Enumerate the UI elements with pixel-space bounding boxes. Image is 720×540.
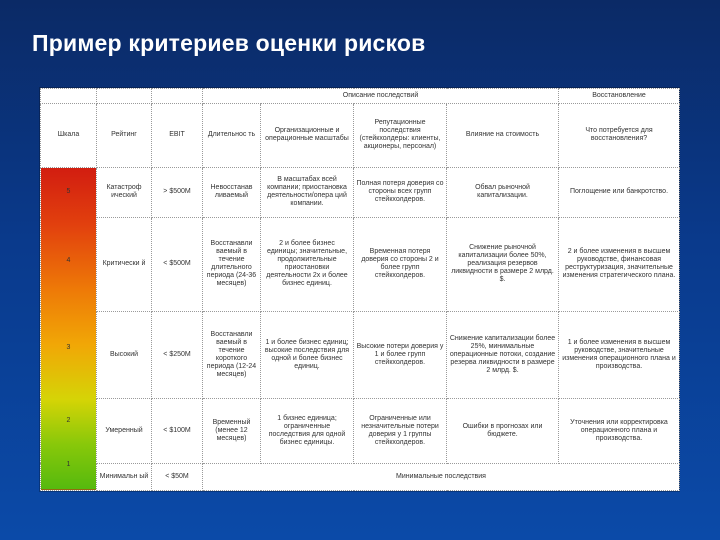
reputation-cell: Временная потеря доверия со стороны 2 и более групп стейкхолдеров. bbox=[354, 217, 447, 311]
empty-header-cell bbox=[152, 89, 203, 104]
header-organizational: Организационные и операционные масштабы bbox=[261, 103, 354, 167]
risk-criteria-table-panel bbox=[40, 88, 679, 491]
header-recovery-need: Что потребуется для восстановления? bbox=[559, 103, 680, 167]
rating-cell: Катастроф ический bbox=[97, 167, 152, 217]
recovery-need-cell: Поглощение или банкротство. bbox=[559, 167, 680, 217]
table-row bbox=[41, 217, 680, 311]
recovery-need-cell: Уточнения или корректировка операционного плана и производства. bbox=[559, 399, 680, 464]
header-reputation: Репутационные последствия (стейкхолдеры: клиенты, акционеры, персонал) bbox=[354, 103, 447, 167]
header-value-impact: Влияние на стоимость bbox=[447, 103, 559, 167]
header-scale: Шкала bbox=[41, 103, 97, 167]
recovery-need-cell: 2 и более изменения в высшем руководстве, финансовая реструктуризация, значительные изменения стратегического плана. bbox=[559, 217, 680, 311]
organizational-cell: В масштабах всей компании; приостановка деятельности/опера ций компании. bbox=[261, 167, 354, 217]
duration-cell: Восстанавли ваемый в течение длительного периода (24-36 месяцев) bbox=[203, 217, 261, 311]
value-impact-cell: Ошибки в прогнозах или бюджете. bbox=[447, 399, 559, 464]
minimal-consequences-cell: Минимальные последствия bbox=[203, 463, 680, 490]
ebit-cell: < $50M bbox=[152, 463, 203, 490]
scale-level-4: 4 bbox=[66, 256, 71, 264]
risk-criteria-table bbox=[40, 88, 680, 491]
scale-level-5: 5 bbox=[66, 187, 71, 195]
organizational-cell: 1 бизнес единица; ограниченные последствия для одной бизнес единицы. bbox=[261, 399, 354, 464]
header-duration: Длительнос ть bbox=[203, 103, 261, 167]
page-title: Пример критериев оценки рисков bbox=[32, 30, 426, 56]
ebit-cell: > $500M bbox=[152, 167, 203, 217]
organizational-cell: 1 и более бизнес единиц; высокие последствия для одной и более бизнес единиц. bbox=[261, 311, 354, 399]
recovery-group-header: Восстановление bbox=[559, 89, 680, 104]
value-impact-cell: Обвал рыночной капитализации. bbox=[447, 167, 559, 217]
header-rating: Рейтинг bbox=[97, 103, 152, 167]
table-row bbox=[41, 463, 680, 490]
ebit-cell: < $250M bbox=[152, 311, 203, 399]
ebit-cell: < $500M bbox=[152, 217, 203, 311]
value-impact-cell: Снижение капитализации более 25%, минимальные операционные потоки, создание резерва ликвидности в размере 2 млрд. $. bbox=[447, 311, 559, 399]
value-impact-cell: Снижение рыночной капитализации более 50%, реализация резервов ликвидности в размере 2 млрд. $. bbox=[447, 217, 559, 311]
empty-header-cell bbox=[41, 89, 97, 104]
scale-level-1: 1 bbox=[66, 460, 71, 468]
table-row bbox=[41, 311, 680, 399]
reputation-cell: Полная потеря доверия со стороны всех групп стейкхолдеров. bbox=[354, 167, 447, 217]
reputation-cell: Высокие потери доверия у 1 и более групп стейкхолдеров. bbox=[354, 311, 447, 399]
description-group-header: Описание последствий bbox=[203, 89, 559, 104]
scale-level-2: 2 bbox=[66, 416, 71, 424]
table-row bbox=[41, 167, 680, 217]
table-row bbox=[41, 399, 680, 464]
column-header-row bbox=[41, 103, 680, 167]
scale-level-3: 3 bbox=[66, 343, 71, 351]
rating-cell: Умеренный bbox=[97, 399, 152, 464]
rating-cell: Минимальн ый bbox=[97, 463, 152, 490]
ebit-cell: < $100M bbox=[152, 399, 203, 464]
reputation-cell: Ограниченные или незначительные потери доверия у 1 группы стейкхолдеров. bbox=[354, 399, 447, 464]
group-header-row bbox=[41, 89, 680, 104]
organizational-cell: 2 и более бизнес единицы; значительные, продолжительные приостановки деятельности 2х и более бизнес единиц. bbox=[261, 217, 354, 311]
duration-cell: Невосстанав ливаемый bbox=[203, 167, 261, 217]
rating-cell: Высокий bbox=[97, 311, 152, 399]
header-ebit: EBIT bbox=[152, 103, 203, 167]
empty-header-cell bbox=[97, 89, 152, 104]
rating-cell: Критически й bbox=[97, 217, 152, 311]
duration-cell: Восстанавли ваемый в течение короткого периода (12-24 месяцев) bbox=[203, 311, 261, 399]
duration-cell: Временный (менее 12 месяцев) bbox=[203, 399, 261, 464]
scale-gradient-column bbox=[41, 167, 97, 490]
recovery-need-cell: 1 и более изменения в высшем руководстве, значительные изменения операционного плана и производства. bbox=[559, 311, 680, 399]
